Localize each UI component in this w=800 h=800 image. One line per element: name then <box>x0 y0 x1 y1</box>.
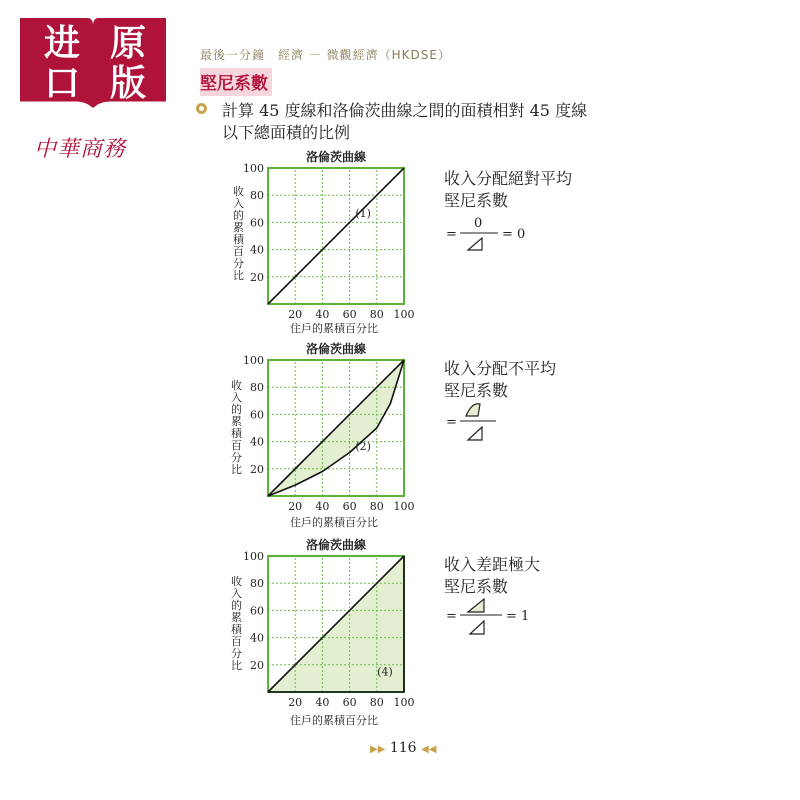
lorenz-chart-1 <box>230 160 430 320</box>
chart-3-xlabel: 住戶的累積百分比 <box>290 714 378 727</box>
x-tick-label: 20 <box>288 696 303 709</box>
chart-1-description <box>444 168 572 212</box>
y-tick-label: 80 <box>250 189 264 203</box>
logo-subtitle: 中華商務 <box>34 137 127 162</box>
y-tick-label: 20 <box>250 658 264 672</box>
forward-arrows-icon: ▶▶ <box>370 744 386 755</box>
x-tick-label: 60 <box>342 308 357 321</box>
y-tick-label: 100 <box>243 550 264 563</box>
y-tick-label: 20 <box>250 270 264 284</box>
y-tick-label: 60 <box>250 604 264 618</box>
chart-2-description <box>444 358 556 402</box>
intro-text <box>222 100 642 144</box>
y-tick-label: 20 <box>250 462 264 476</box>
chart-3-ylabel: 收入的累積百分比 <box>231 575 242 672</box>
chart-1-xlabel: 住戶的累積百分比 <box>290 322 378 335</box>
lorenz-chart-3 <box>230 548 430 708</box>
publisher-logo <box>16 14 170 110</box>
logo-right-text: 原版 <box>109 23 146 104</box>
intro-line-1: 計算 45 度線和洛倫茨曲線之間的面積相對 45 度線 <box>222 101 588 120</box>
y-tick-label: 80 <box>250 381 264 395</box>
y-tick-label: 60 <box>250 216 264 230</box>
lorenz-chart-2 <box>230 352 430 512</box>
curved-area-icon <box>466 404 480 416</box>
region-label: (2) <box>355 439 371 453</box>
svg-text:=: = <box>446 415 457 430</box>
x-tick-label: 60 <box>342 500 357 513</box>
x-tick-label: 80 <box>369 308 384 321</box>
logo-left-text: 进口 <box>43 23 80 104</box>
chart-2-title: 洛倫茨曲線 <box>305 342 366 356</box>
x-tick-label: 40 <box>315 696 330 709</box>
y-tick-label: 40 <box>250 631 264 645</box>
page-number <box>370 740 436 756</box>
x-tick-label: 60 <box>342 696 357 709</box>
y-tick-label: 100 <box>243 354 264 367</box>
chart-1-desc-line2: 堅尼系數 <box>444 191 509 210</box>
y-tick-label: 40 <box>250 243 264 257</box>
chart-1-desc-line1: 收入分配絕對平均 <box>444 169 573 188</box>
equality-line <box>268 168 404 304</box>
y-tick-label: 80 <box>250 577 264 591</box>
running-header: 最後一分鐘 經濟 － 微觀經濟（HKDSE） <box>200 48 451 62</box>
chart-1-title: 洛倫茨曲線 <box>305 150 366 164</box>
formula-1-result: = 0 <box>502 227 526 242</box>
back-arrows-icon: ◀◀ <box>421 744 437 755</box>
gini-formula-3 <box>446 596 546 642</box>
chart-2-desc-line2: 堅尼系數 <box>444 381 509 400</box>
x-tick-label: 20 <box>288 308 303 321</box>
section-title: 堅尼系數 <box>200 68 272 96</box>
filled-triangle-icon <box>468 599 484 612</box>
y-tick-label: 40 <box>250 435 264 449</box>
x-tick-label: 40 <box>315 500 330 513</box>
triangle-icon <box>468 427 482 440</box>
x-tick-label: 80 <box>369 696 384 709</box>
gini-formula-2 <box>446 400 546 446</box>
x-tick-label: 40 <box>315 308 330 321</box>
chart-3-desc-line1: 收入差距極大 <box>444 555 541 574</box>
bullet-icon <box>196 103 207 114</box>
page-number-value: 116 <box>389 740 417 756</box>
chart-2-xlabel: 住戶的累積百分比 <box>290 516 378 529</box>
chart-1-ylabel: 收入的累積百分比 <box>233 185 244 282</box>
chart-3-title: 洛倫茨曲線 <box>305 538 366 552</box>
chart-3-description <box>444 554 540 598</box>
gini-formula-1 <box>446 214 546 254</box>
intro-line-2: 以下總面積的比例 <box>222 123 351 142</box>
x-tick-label: 100 <box>393 500 415 513</box>
formula-3-result: = 1 <box>506 609 530 624</box>
chart-3-desc-line2: 堅尼系數 <box>444 577 509 596</box>
x-tick-label: 100 <box>393 308 415 321</box>
region-label: (4) <box>377 665 393 679</box>
equality-line <box>268 360 404 496</box>
chart-2-ylabel: 收入的累積百分比 <box>231 379 242 476</box>
x-tick-label: 80 <box>369 500 384 513</box>
svg-text:=: = <box>446 227 457 242</box>
svg-text:=: = <box>446 609 457 624</box>
x-tick-label: 20 <box>288 500 303 513</box>
y-tick-label: 100 <box>243 162 264 175</box>
chart-2-desc-line1: 收入分配不平均 <box>444 359 557 378</box>
y-tick-label: 60 <box>250 408 264 422</box>
triangle-icon <box>470 621 484 634</box>
region-label: (1) <box>355 206 371 220</box>
formula-1-numerator: 0 <box>474 216 483 231</box>
triangle-icon <box>468 238 482 250</box>
x-tick-label: 100 <box>393 696 415 709</box>
